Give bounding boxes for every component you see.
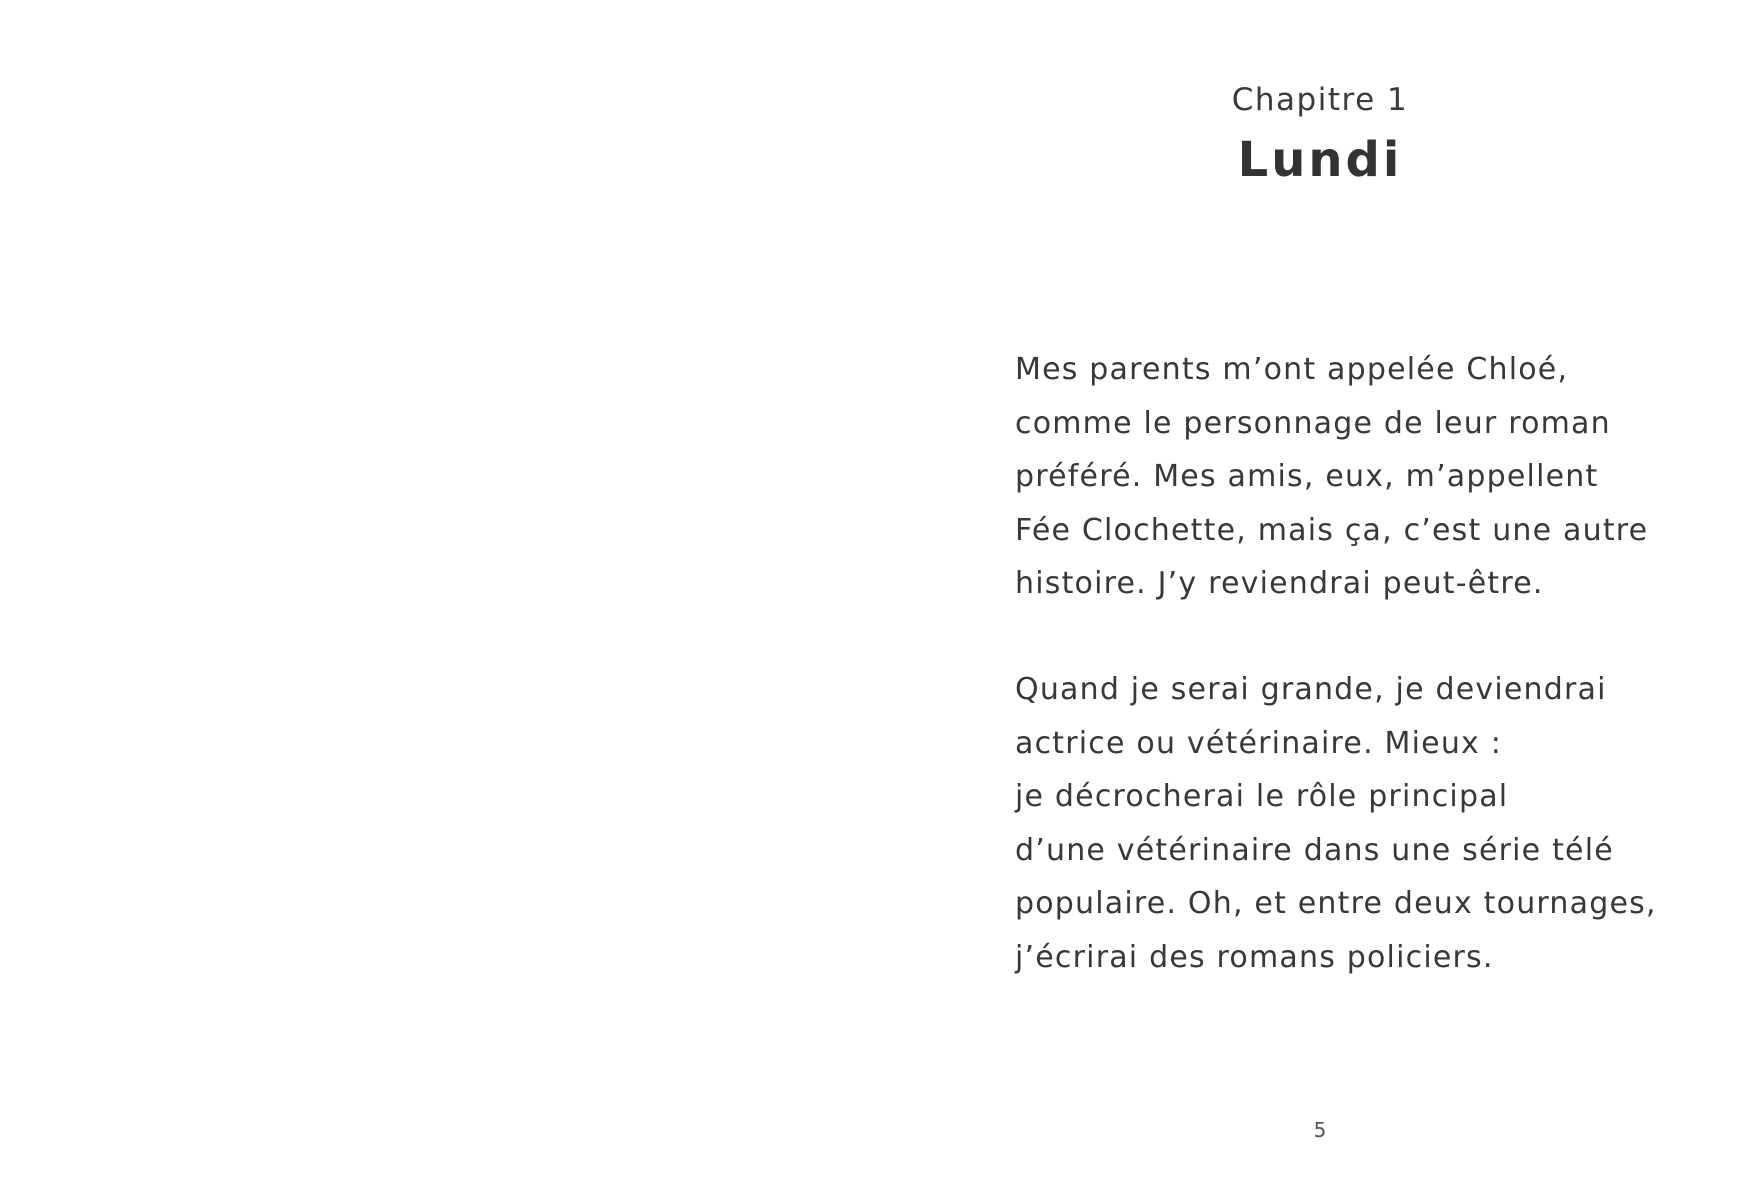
text-line: comme le personnage de leur roman — [1015, 405, 1611, 441]
text-line: Quand je serai grande, je deviendrai — [1015, 672, 1607, 707]
text-line: populaire. Oh, et entre deux tournages, — [1015, 886, 1657, 921]
text-line: histoire. J’y reviendrai peut-être. — [1015, 566, 1544, 601]
right-page — [880, 0, 1760, 1200]
text-line: je décrocherai le rôle principal — [1015, 779, 1509, 814]
text-line: Fée Clochette, mais ça, c’est une autre — [1015, 512, 1649, 548]
text-line: d’une vétérinaire dans une série télé — [1015, 832, 1614, 868]
text-line: Mes parents m’ont appelée Chloé, — [1015, 352, 1569, 387]
chapter-label: Chapitre 1 — [1231, 82, 1409, 118]
text-line: actrice ou vétérinaire. Mieux : — [1015, 725, 1503, 761]
page-number: 5 — [1313, 1118, 1327, 1142]
paragraph-1 — [1015, 343, 1735, 611]
chapter-title: Lundi — [1237, 132, 1403, 188]
paragraph-2 — [1015, 663, 1735, 984]
text-line: préféré. Mes amis, eux, m’appellent — [1015, 459, 1599, 494]
text-line: j’écrirai des romans policiers. — [1015, 939, 1494, 975]
